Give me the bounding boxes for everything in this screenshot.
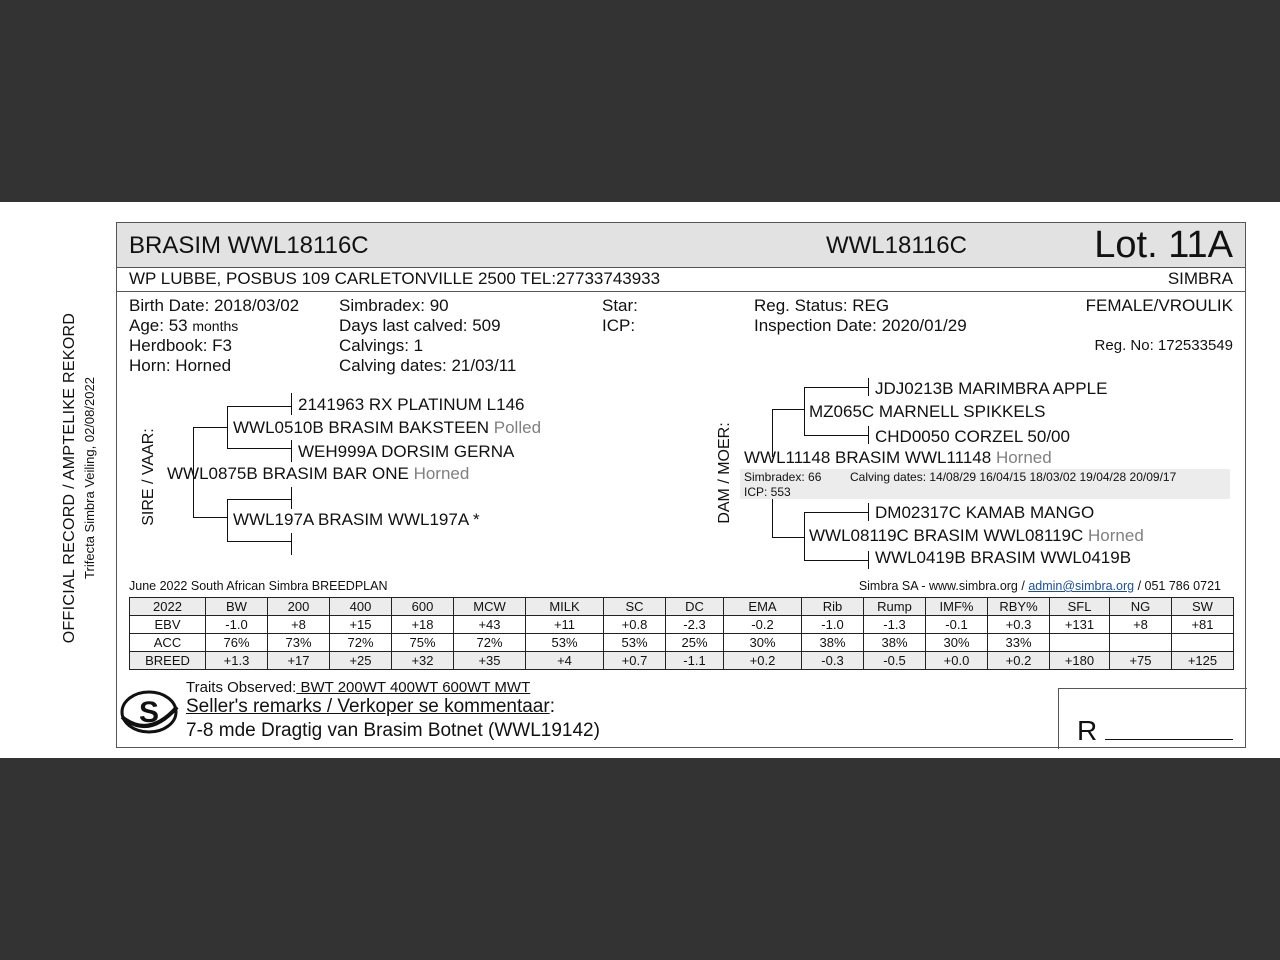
ebv-cell: -0.5 (864, 652, 926, 670)
breed-name: SIMBRA (1167, 269, 1233, 288)
contact-prefix: Simbra SA - www.simbra.org / (858, 579, 1025, 593)
sire-sire-dam: WEH999A DORSIM GERNA (298, 442, 515, 461)
ebv-cell: +0.2 (724, 652, 802, 670)
dam-icp: ICP: 553 (744, 485, 791, 499)
horn-status: Horn: Horned (129, 356, 232, 375)
traits-label: Traits Observed: (186, 679, 297, 696)
ebv-cell: 38% (802, 634, 864, 652)
dam-sire-sire: JDJ0213B MARIMBRA APPLE (875, 379, 1108, 398)
breedplan-caption: June 2022 South African Simbra BREEDPLAN (129, 579, 388, 593)
calvings: Calvings: 1 (339, 336, 424, 355)
ebv-row-label: ACC (130, 634, 206, 652)
owner-address: WP LUBBE, POSBUS 109 CARLETONVILLE 2500 TEL:27733743933 (129, 269, 661, 288)
ebv-row (130, 616, 1234, 634)
ebv-cell: 53% (526, 634, 604, 652)
ebv-cell (1172, 634, 1234, 652)
ebv-cell: +8 (268, 616, 330, 634)
dam-label: DAM / MOER: (716, 422, 733, 524)
sire-sire-sire: 2141963 RX PLATINUM L146 (298, 395, 525, 414)
price-label: R (1077, 715, 1098, 746)
ebv-cell: 33% (988, 634, 1050, 652)
ebv-cell: -1.1 (666, 652, 724, 670)
ebv-row (130, 634, 1234, 652)
price-box[interactable] (1058, 688, 1247, 749)
official-record-stamp (59, 202, 107, 758)
contact-line (859, 579, 1221, 593)
ebv-cell: 75% (392, 634, 454, 652)
ebv-cell: +17 (268, 652, 330, 670)
email-link[interactable]: admin@simbra.org (1028, 579, 1135, 593)
ebv-cell: RBY% (988, 598, 1050, 616)
ebv-cell: +4 (526, 652, 604, 670)
ebv-cell: 400 (330, 598, 392, 616)
ebv-cell: Rib (802, 598, 864, 616)
ebv-cell: IMF% (926, 598, 988, 616)
ebv-cell: 30% (926, 634, 988, 652)
ebv-cell: +35 (454, 652, 526, 670)
ebv-cell: SFL (1050, 598, 1110, 616)
dam-calving-dates: Calving dates: 14/08/29 16/04/15 18/03/02 19/04/28 20/09/17 (850, 470, 1177, 484)
ebv-cell: SC (604, 598, 666, 616)
dam-horn: Horned (995, 448, 1052, 467)
star: Star: (602, 296, 638, 315)
price-line (1105, 739, 1233, 740)
simbradex: Simbradex: 90 (339, 296, 449, 315)
dam-dam (809, 526, 1144, 546)
ebv-cell: 25% (666, 634, 724, 652)
ebv-cell: +18 (392, 616, 454, 634)
ebv-cell: +0.7 (604, 652, 666, 670)
ebv-cell: +125 (1172, 652, 1234, 670)
ebv-cell: 38% (864, 634, 926, 652)
sire (167, 464, 469, 484)
dam-details-box (740, 469, 1230, 499)
dam-dam-dam: WWL0419B BRASIM WWL0419B (875, 548, 1132, 567)
lot-number: Lot. 11A (1094, 224, 1233, 266)
ebv-cell: -1.0 (802, 616, 864, 634)
animal-code: WWL18116C (826, 232, 967, 259)
age-unit: months (192, 318, 239, 334)
logo-letter: S (138, 696, 160, 729)
ebv-row (130, 652, 1234, 670)
ebv-cell: +0.3 (988, 616, 1050, 634)
inspection-date: Inspection Date: 2020/01/29 (754, 316, 967, 335)
sire-sire (233, 418, 541, 438)
ebv-cell: 72% (330, 634, 392, 652)
remarks-label: Seller's remarks / Verkoper se kommentaar (186, 696, 550, 717)
animal-name: BRASIM WWL18116C (129, 232, 369, 259)
official-record-text: OFFICIAL RECORD / AMPTELIKE REKORD (61, 312, 78, 644)
ebv-cell: -1.0 (206, 616, 268, 634)
ebv-table (129, 597, 1234, 670)
traits-observed (186, 679, 530, 696)
ebv-cell (1110, 634, 1172, 652)
age (129, 316, 238, 336)
ebv-cell: +180 (1050, 652, 1110, 670)
ebv-cell: +81 (1172, 616, 1234, 634)
ebv-cell (1050, 634, 1110, 652)
ebv-cell: -1.3 (864, 616, 926, 634)
dam-sire: MZ065C MARNELL SPIKKELS (809, 402, 1046, 421)
ebv-cell: 30% (724, 634, 802, 652)
owner-bar (117, 267, 1245, 292)
ebv-cell: 600 (392, 598, 454, 616)
sire-label: SIRE / VAAR: (140, 428, 157, 526)
days-last-calved: Days last calved: 509 (339, 316, 501, 335)
dam-simbradex: Simbradex: 66 (744, 470, 822, 484)
ebv-cell: +131 (1050, 616, 1110, 634)
sex: FEMALE/VROULIK (1085, 296, 1233, 315)
ebv-cell: +1.3 (206, 652, 268, 670)
ebv-cell: +0.0 (926, 652, 988, 670)
ebv-row-label: EBV (130, 616, 206, 634)
animal-card (116, 222, 1246, 748)
ebv-cell: -0.2 (724, 616, 802, 634)
ebv-cell: -0.3 (802, 652, 864, 670)
dam-dam-horn: Horned (1088, 526, 1144, 545)
sire-sire-name: WWL0510B BRASIM BAKSTEEN (233, 418, 490, 437)
card-header (117, 223, 1245, 268)
auction-text: Trifecta Simbra Veiling, 02/08/2022 (82, 377, 97, 579)
dam-sire-dam: CHD0050 CORZEL 50/00 (875, 427, 1070, 446)
ebv-row-label: BREED (130, 652, 206, 670)
icp: ICP: (602, 316, 636, 335)
sire-horn: Horned (413, 464, 470, 483)
ebv-cell: 73% (268, 634, 330, 652)
ebv-cell: 200 (268, 598, 330, 616)
ebv-cell: +43 (454, 616, 526, 634)
simbra-logo (119, 687, 179, 737)
ebv-cell: +0.2 (988, 652, 1050, 670)
ebv-cell: +25 (330, 652, 392, 670)
reg-number: Reg. No: 172533549 (1094, 337, 1233, 354)
ebv-cell: -2.3 (666, 616, 724, 634)
seller-comment: 7-8 mde Dragtig van Brasim Botnet (WWL19142) (186, 720, 600, 741)
ebv-cell: +15 (330, 616, 392, 634)
remarks-colon: : (549, 696, 555, 717)
seller-remarks (186, 695, 555, 718)
dam-dam-name: WWL08119C BRASIM WWL08119C (809, 526, 1084, 545)
age-value: Age: 53 (129, 316, 188, 335)
ebv-cell: NG (1110, 598, 1172, 616)
ebv-cell: 53% (604, 634, 666, 652)
ebv-cell: EMA (724, 598, 802, 616)
ebv-cell: MILK (526, 598, 604, 616)
ebv-cell: DC (666, 598, 724, 616)
ebv-cell: 76% (206, 634, 268, 652)
document-sheet (0, 202, 1280, 758)
ebv-cell: +75 (1110, 652, 1172, 670)
ebv-cell: SW (1172, 598, 1234, 616)
ebv-cell: BW (206, 598, 268, 616)
ebv-cell: +32 (392, 652, 454, 670)
ebv-header-row (130, 598, 1234, 616)
sire-dam: WWL197A BRASIM WWL197A * (233, 510, 480, 529)
birth-date: Birth Date: 2018/03/02 (129, 296, 300, 315)
ebv-row-label: 2022 (130, 598, 206, 616)
traits-list: BWT 200WT 400WT 600WT MWT (296, 679, 531, 696)
dam (744, 448, 1052, 468)
herdbook: Herdbook: F3 (129, 336, 232, 355)
dam-dam-sire: DM02317C KAMAB MANGO (875, 503, 1095, 522)
ebv-cell: -0.1 (926, 616, 988, 634)
ebv-cell: +11 (526, 616, 604, 634)
ebv-cell: Rump (864, 598, 926, 616)
dam-name: WWL11148 BRASIM WWL11148 (744, 448, 992, 467)
ebv-cell: +0.8 (604, 616, 666, 634)
calving-dates: Calving dates: 21/03/11 (339, 356, 517, 375)
ebv-cell: MCW (454, 598, 526, 616)
ebv-cell: +8 (1110, 616, 1172, 634)
reg-status: Reg. Status: REG (754, 296, 890, 315)
sire-name: WWL0875B BRASIM BAR ONE (167, 464, 409, 483)
contact-suffix: / 051 786 0721 (1137, 579, 1221, 593)
sire-sire-horn: Polled (493, 418, 542, 437)
ebv-cell: 72% (454, 634, 526, 652)
